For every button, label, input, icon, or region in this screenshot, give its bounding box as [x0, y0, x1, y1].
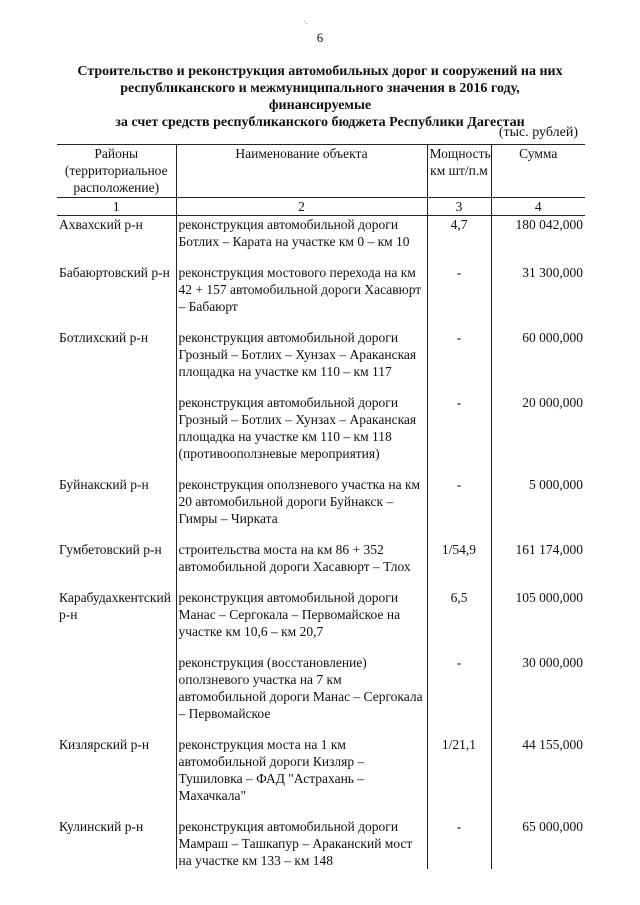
object-cell: реконструкция автомобильной дороги Манас – Сергокала – Первомайское на участке км 10,6 – км 20,7	[176, 589, 427, 654]
table-header-row	[57, 145, 585, 198]
table-row	[57, 329, 585, 394]
object-cell: реконструкция автомобильной дороги Грозный – Ботлих – Хунзах – Араканская площадка на участке км 110 – км 118 (противооползневые мероприятия)	[176, 394, 427, 476]
sum-cell: 65 000,000	[491, 818, 585, 869]
table-row	[57, 264, 585, 329]
header-object: Наименование объекта	[176, 145, 427, 198]
object-cell: реконструкция мостового перехода на км 42 + 157 автомобильной дороги Хасавюрт – Бабаюрт	[176, 264, 427, 329]
capacity-cell: -	[427, 264, 491, 329]
roads-table	[57, 144, 585, 869]
column-number-row	[57, 198, 585, 216]
table-row	[57, 541, 585, 589]
sum-cell: 161 174,000	[491, 541, 585, 589]
district-cell	[57, 394, 176, 476]
table-row	[57, 216, 585, 265]
sum-cell: 5 000,000	[491, 476, 585, 541]
header-sum: Сумма	[491, 145, 585, 198]
sum-cell: 31 300,000	[491, 264, 585, 329]
header-district: Районы (территориальное расположение)	[57, 145, 176, 198]
column-number: 1	[57, 198, 176, 216]
sum-cell: 60 000,000	[491, 329, 585, 394]
sum-cell: 44 155,000	[491, 736, 585, 818]
capacity-cell: 4,7	[427, 216, 491, 265]
district-cell	[57, 654, 176, 736]
table-row	[57, 589, 585, 654]
district-cell: Ахвахский р-н	[59, 217, 143, 232]
object-cell: реконструкция автомобильной дороги Мамраш – Ташкапур – Араканский мост на участке км 133 – км 148	[176, 818, 427, 869]
table-row	[57, 476, 585, 541]
sum-cell: 30 000,000	[491, 654, 585, 736]
column-number: 4	[491, 198, 585, 216]
header-capacity: Мощность км шт/п.м	[427, 145, 491, 198]
object-cell: реконструкция (восстановление) оползневого участка на 7 км автомобильной дороги Манас – Сергокала – Первомайское	[176, 654, 427, 736]
table-row	[57, 654, 585, 736]
sum-cell: 105 000,000	[491, 589, 585, 654]
scan-speck: ·.	[303, 17, 308, 26]
column-number: 3	[427, 198, 491, 216]
district-cell: Карабудахкентский р-н	[59, 590, 171, 622]
object-cell: реконструкция автомобильной дороги Грозный – Ботлих – Хунзах – Араканская площадка на участке км 110 – км 117	[176, 329, 427, 394]
object-cell: реконструкция автомобильной дороги Ботлих – Карата на участке км 0 – км 10	[176, 216, 427, 265]
document-title	[70, 63, 570, 131]
table-row	[57, 818, 585, 869]
district-cell: Гумбетовский р-н	[59, 542, 162, 557]
capacity-cell: -	[427, 329, 491, 394]
object-cell: строительства моста на км 86 + 352 автомобильной дороги Хасавюрт – Тлох	[176, 541, 427, 589]
district-cell: Бабаюртовский р-н	[59, 265, 170, 280]
capacity-cell: 6,5	[427, 589, 491, 654]
title-line: за счет средств республиканского бюджета Республики Дагестан	[115, 115, 525, 130]
district-cell: Кизлярский р-н	[59, 737, 150, 752]
title-line: Строительство и реконструкция автомобильных дорог и сооружений на них	[77, 64, 563, 79]
object-cell: реконструкция оползневого участка на км 20 автомобильной дороги Буйнакск – Гимры – Чирката	[176, 476, 427, 541]
capacity-cell: -	[427, 654, 491, 736]
capacity-cell: -	[427, 818, 491, 869]
column-number: 2	[176, 198, 427, 216]
sum-cell: 180 042,000	[491, 216, 585, 265]
object-cell: реконструкция моста на 1 км автомобильной дороги Кизляр – Тушиловка – ФАД "Астрахань – Махачкала"	[176, 736, 427, 818]
sum-cell: 20 000,000	[491, 394, 585, 476]
capacity-cell: 1/21,1	[427, 736, 491, 818]
district-cell: Кулинский р-н	[59, 819, 144, 834]
table-row	[57, 394, 585, 476]
units-label: (тыс. рублей)	[498, 125, 578, 140]
page-number: 6	[316, 30, 324, 45]
capacity-cell: -	[427, 394, 491, 476]
capacity-cell: -	[427, 476, 491, 541]
district-cell: Буйнакский р-н	[59, 477, 149, 492]
table-row	[57, 736, 585, 818]
capacity-cell: 1/54,9	[427, 541, 491, 589]
title-line: республиканского и межмуниципального значения в 2016 году, финансируемые	[120, 81, 520, 113]
district-cell: Ботлихский р-н	[59, 330, 149, 345]
